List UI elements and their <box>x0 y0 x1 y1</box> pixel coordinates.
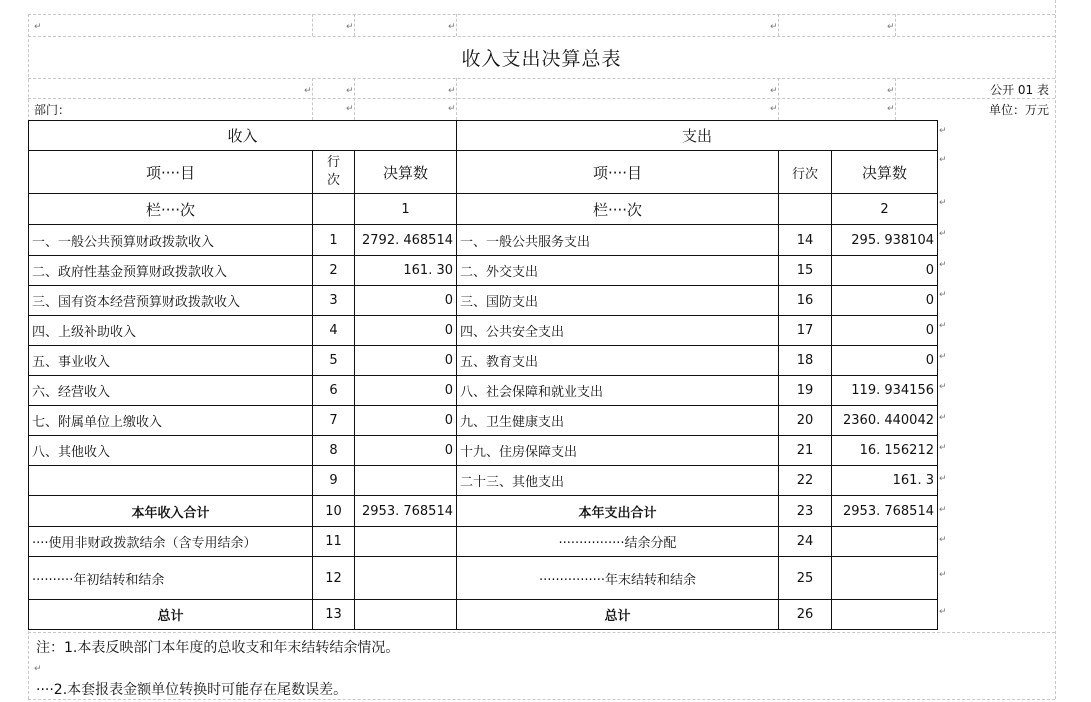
total-row <box>29 600 938 630</box>
expense-total-item: 总计 <box>457 600 779 630</box>
income-amount <box>355 557 457 600</box>
unit-label: 单位：万元 <box>988 103 1049 117</box>
gridline <box>28 699 1055 700</box>
expense-amount <box>832 600 938 630</box>
income-item: 八、其他收入 <box>29 436 313 466</box>
income-amount: 2953. 768514 <box>355 496 457 527</box>
expense-row-no: 24 <box>779 527 832 557</box>
paragraph-mark: ↵ <box>887 104 895 114</box>
paragraph-mark: ↵ <box>448 86 456 96</box>
income-amount <box>355 527 457 557</box>
note-line-2: ····2.本套报表金额单位转换时可能存在尾数误差。 <box>36 682 348 698</box>
paragraph-mark: ↵ <box>939 535 947 545</box>
income-amount-header: 决算数 <box>355 151 457 194</box>
gridline <box>456 14 457 36</box>
income-amount <box>355 466 457 496</box>
income-amount: 0 <box>355 286 457 316</box>
total-row <box>29 496 938 527</box>
expense-amount: 2953. 768514 <box>832 496 938 527</box>
paragraph-mark: ↵ <box>939 229 947 239</box>
expense-total-item: ················年末结转和结余 <box>457 557 779 600</box>
income-row-no: 6 <box>313 376 355 406</box>
income-row-no: 8 <box>313 436 355 466</box>
gridline <box>312 14 313 36</box>
expense-amount: 0 <box>832 256 938 286</box>
income-header: 收入 <box>29 121 457 151</box>
income-total-item: ··········年初结转和结余 <box>29 557 313 600</box>
expense-amount <box>832 527 938 557</box>
expense-row-no: 23 <box>779 496 832 527</box>
expense-row-no: 14 <box>779 225 832 256</box>
income-row-no: 5 <box>313 346 355 376</box>
income-total-item: 本年收入合计 <box>29 496 313 527</box>
expense-item-header: 项····目 <box>457 151 779 194</box>
expense-amount: 161. 3 <box>832 466 938 496</box>
expense-row-no: 22 <box>779 466 832 496</box>
expense-amount: 16. 156212 <box>832 436 938 466</box>
income-row-no: 9 <box>313 466 355 496</box>
income-item: 六、经营收入 <box>29 376 313 406</box>
paragraph-mark: ↵ <box>939 382 947 392</box>
expense-header: 支出 <box>457 121 938 151</box>
income-row-no: 10 <box>313 496 355 527</box>
expense-amount: 0 <box>832 346 938 376</box>
expense-lanci-label: 栏····次 <box>457 194 779 225</box>
expense-amount: 295. 938104 <box>832 225 938 256</box>
form-number: 公开 01 表 <box>990 83 1049 97</box>
expense-row-no: 20 <box>779 406 832 436</box>
expense-row-no: 18 <box>779 346 832 376</box>
table-row <box>29 406 938 436</box>
income-column-number: 1 <box>355 194 457 225</box>
paragraph-mark: ↵ <box>887 22 895 32</box>
income-item: 七、附属单位上缴收入 <box>29 406 313 436</box>
paragraph-mark: ↵ <box>34 22 42 32</box>
paragraph-mark: ↵ <box>939 198 947 208</box>
expense-row-no: 17 <box>779 316 832 346</box>
expense-amount: 119. 934156 <box>832 376 938 406</box>
gridline <box>28 14 1055 15</box>
paragraph-mark: ↵ <box>939 260 947 270</box>
income-amount <box>355 600 457 630</box>
income-item: 二、政府性基金预算财政拨款收入 <box>29 256 313 286</box>
expense-row-no: 26 <box>779 600 832 630</box>
paragraph-mark: ↵ <box>770 22 778 32</box>
expense-column-number: 2 <box>832 194 938 225</box>
budget-table <box>28 120 938 630</box>
note-line-1: 注：1.本表反映部门本年度的总收支和年末结转结余情况。 <box>36 640 400 656</box>
expense-item: 三、国防支出 <box>457 286 779 316</box>
column-header-row <box>29 151 938 194</box>
table-row <box>29 316 938 346</box>
paragraph-mark: ↵ <box>939 443 947 453</box>
paragraph-mark: ↵ <box>939 290 947 300</box>
income-row-no: 11 <box>313 527 355 557</box>
gridline <box>456 78 457 120</box>
expense-row-no: 15 <box>779 256 832 286</box>
paragraph-mark: ↵ <box>939 155 947 165</box>
expense-row-no: 21 <box>779 436 832 466</box>
gridline <box>1055 0 1056 699</box>
paragraph-mark: ↵ <box>34 664 42 674</box>
paragraph-mark: ↵ <box>939 607 947 617</box>
empty-cell <box>313 194 355 225</box>
page-title: 收入支出决算总表 <box>461 48 622 70</box>
paragraph-mark: ↵ <box>939 570 947 580</box>
paragraph-mark: ↵ <box>346 104 354 114</box>
table-row <box>29 225 938 256</box>
gridline <box>895 78 896 120</box>
section-header-row <box>29 121 938 151</box>
table-row <box>29 376 938 406</box>
income-amount: 0 <box>355 376 457 406</box>
paragraph-mark: ↵ <box>346 22 354 32</box>
income-item-header: 项····目 <box>29 151 313 194</box>
gridline <box>354 78 355 120</box>
expense-item: 二、外交支出 <box>457 256 779 286</box>
expense-row-no: 16 <box>779 286 832 316</box>
income-amount: 0 <box>355 436 457 466</box>
income-amount: 0 <box>355 316 457 346</box>
expense-total-item: ················结余分配 <box>457 527 779 557</box>
gridline <box>354 14 355 36</box>
income-row-no: 1 <box>313 225 355 256</box>
paragraph-mark: ↵ <box>939 352 947 362</box>
table-row <box>29 286 938 316</box>
expense-amount: 2360. 440042 <box>832 406 938 436</box>
paragraph-mark: ↵ <box>770 104 778 114</box>
paragraph-mark: ↵ <box>939 505 947 515</box>
expense-amount-header: 决算数 <box>832 151 938 194</box>
income-total-item: 总计 <box>29 600 313 630</box>
paragraph-mark: ↵ <box>770 86 778 96</box>
expense-row-no: 19 <box>779 376 832 406</box>
expense-item: 二十三、其他支出 <box>457 466 779 496</box>
income-row-no: 7 <box>313 406 355 436</box>
income-amount: 0 <box>355 346 457 376</box>
empty-cell <box>779 194 832 225</box>
paragraph-mark: ↵ <box>939 126 947 136</box>
income-lanci-label: 栏····次 <box>29 194 313 225</box>
table-row <box>29 256 938 286</box>
income-row-no: 3 <box>313 286 355 316</box>
income-item: 一、一般公共预算财政拨款收入 <box>29 225 313 256</box>
expense-amount <box>832 557 938 600</box>
expense-total-item: 本年支出合计 <box>457 496 779 527</box>
total-row <box>29 527 938 557</box>
expense-row-no-header: 行次 <box>779 151 832 194</box>
income-row-no: 4 <box>313 316 355 346</box>
income-amount: 161. 30 <box>355 256 457 286</box>
income-amount: 0 <box>355 406 457 436</box>
income-row-no: 13 <box>313 600 355 630</box>
expense-amount: 0 <box>832 286 938 316</box>
income-row-no: 12 <box>313 557 355 600</box>
income-row-no-header: 行次 <box>313 151 355 194</box>
expense-amount: 0 <box>832 316 938 346</box>
table-row <box>29 436 938 466</box>
expense-item: 十九、住房保障支出 <box>457 436 779 466</box>
column-number-row <box>29 194 938 225</box>
department-label: 部门： <box>34 103 71 117</box>
paragraph-mark: ↵ <box>304 86 312 96</box>
paragraph-mark: ↵ <box>346 86 354 96</box>
expense-item: 九、卫生健康支出 <box>457 406 779 436</box>
paragraph-mark: ↵ <box>448 22 456 32</box>
expense-row-no: 25 <box>779 557 832 600</box>
income-item <box>29 466 313 496</box>
table-row <box>29 346 938 376</box>
expense-item: 八、社会保障和就业支出 <box>457 376 779 406</box>
table-row <box>29 466 938 496</box>
total-row <box>29 557 938 600</box>
gridline <box>312 78 313 120</box>
paragraph-mark: ↵ <box>939 474 947 484</box>
paragraph-mark: ↵ <box>939 321 947 331</box>
gridline <box>28 78 1055 79</box>
gridline <box>28 36 1055 37</box>
paragraph-mark: ↵ <box>887 86 895 96</box>
gridline <box>28 98 1055 99</box>
gridline <box>778 78 779 120</box>
income-item: 五、事业收入 <box>29 346 313 376</box>
expense-item: 四、公共安全支出 <box>457 316 779 346</box>
expense-item: 一、一般公共服务支出 <box>457 225 779 256</box>
income-total-item: ····使用非财政拨款结余（含专用结余） <box>29 527 313 557</box>
paragraph-mark: ↵ <box>939 413 947 423</box>
income-amount: 2792. 468514 <box>355 225 457 256</box>
paragraph-mark: ↵ <box>448 104 456 114</box>
income-item: 四、上级补助收入 <box>29 316 313 346</box>
income-item: 三、国有资本经营预算财政拨款收入 <box>29 286 313 316</box>
expense-item: 五、教育支出 <box>457 346 779 376</box>
income-row-no: 2 <box>313 256 355 286</box>
gridline <box>895 14 896 36</box>
gridline <box>28 632 1055 633</box>
gridline <box>778 14 779 36</box>
